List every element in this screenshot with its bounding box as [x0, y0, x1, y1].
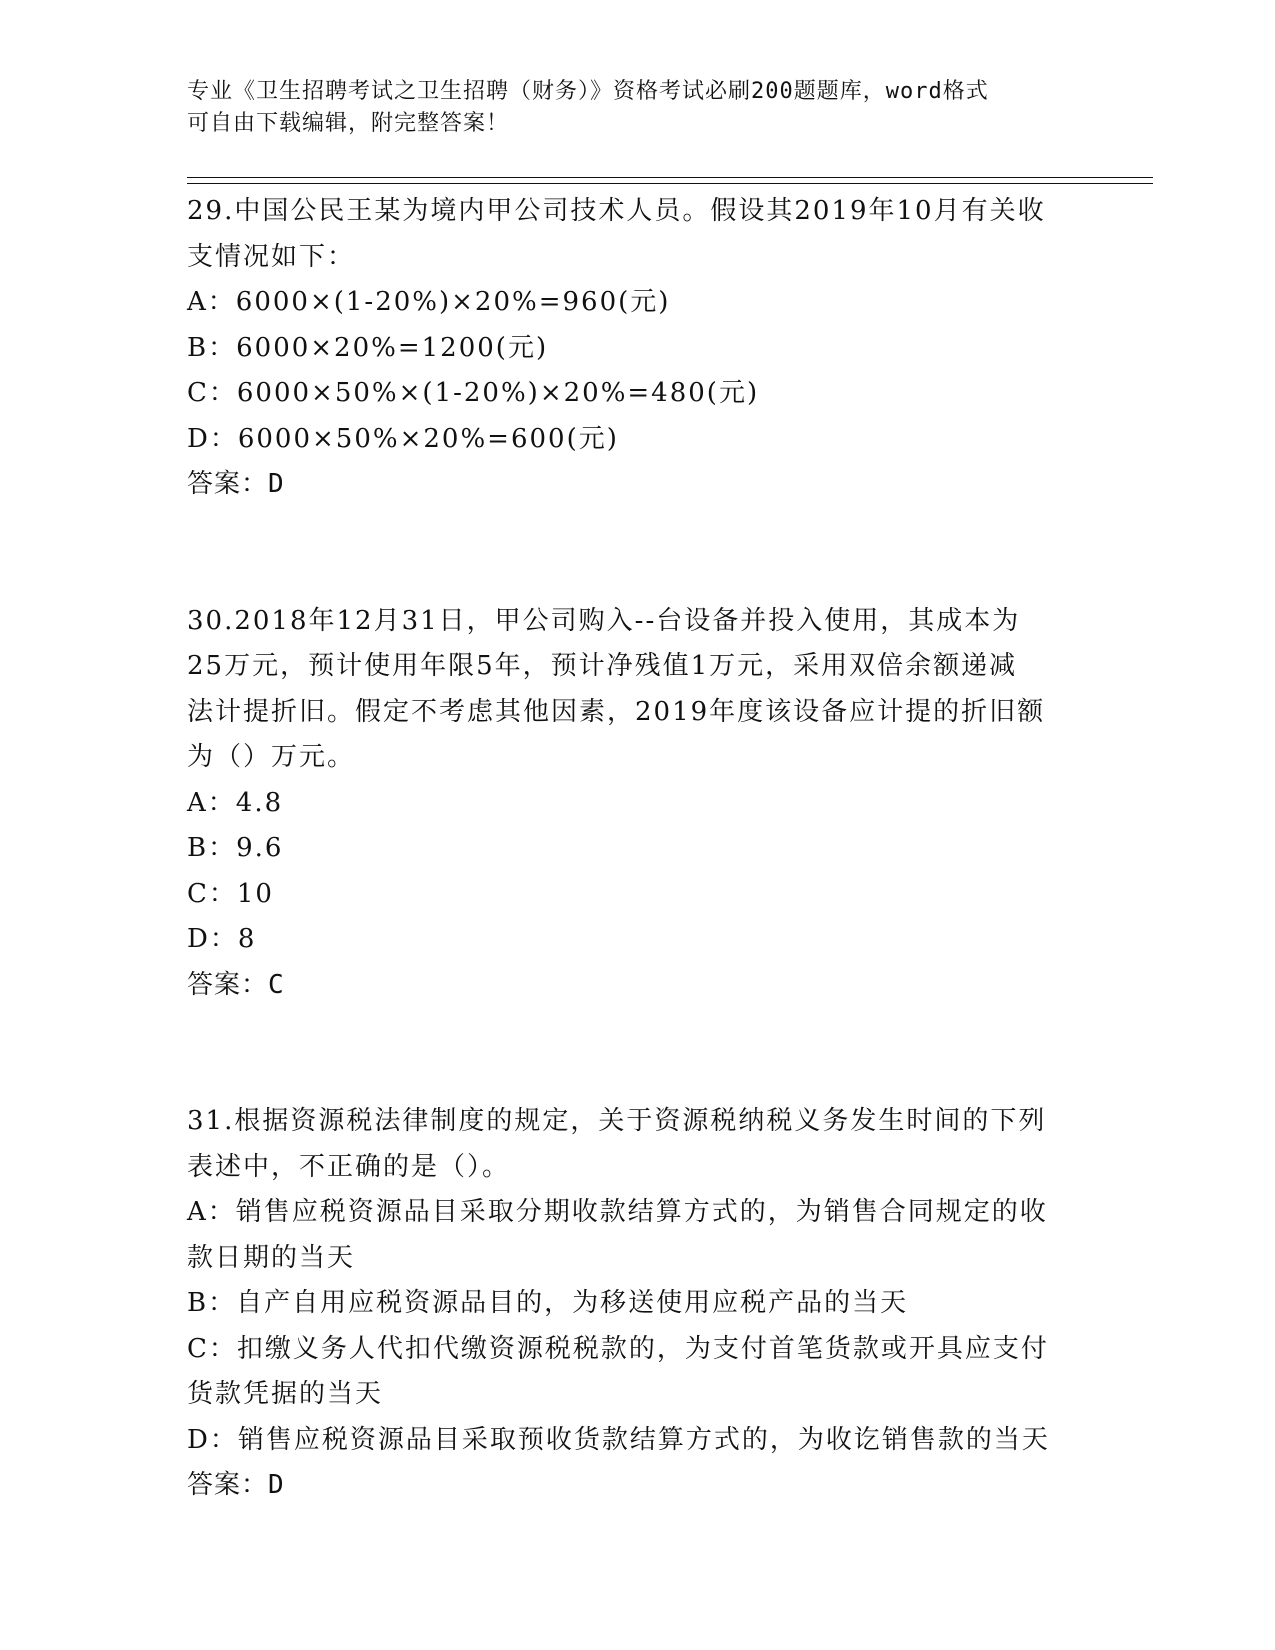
header-rule-bottom	[187, 183, 1153, 184]
question-spacer	[187, 553, 1087, 599]
answer-line: 答案：D	[187, 469, 285, 499]
option-c: C：10	[187, 878, 274, 909]
question-stem-line: 支情况如下：	[187, 241, 356, 272]
header-rule-top	[187, 177, 1153, 178]
question-stem-line: 表述中，不正确的是（）。	[187, 1151, 511, 1182]
option-d: D：销售应税资源品目采取预收货款结算方式的，为收讫销售款的当天	[187, 1424, 1050, 1455]
question-stem-line: 31.根据资源税法律制度的规定，关于资源税纳税义务发生时间的下列	[187, 1106, 1047, 1136]
option-c-continued: 货款凭据的当天	[187, 1379, 384, 1409]
option-c: C：6000×50%×(1-20%)×20%=480(元)	[187, 378, 760, 408]
question-stem-line: 法计提折旧。假定不考虑其他因素，2019年度该设备应计提的折旧额	[187, 696, 1046, 727]
option-a: A：销售应税资源品目采取分期收款结算方式的，为销售合同规定的收	[187, 1197, 1048, 1227]
option-d: D：6000×50%×20%=600(元)	[187, 423, 619, 454]
option-c: C：扣缴义务人代扣代缴资源税税款的，为支付首笔货款或开具应支付	[187, 1333, 1049, 1364]
answer-line: 答案：C	[187, 969, 285, 1000]
question-stem-line: 29.中国公民王某为境内甲公司技术人员。假设其2019年10月有关收	[187, 196, 1046, 226]
option-a: A：4.8	[187, 787, 284, 818]
header-title-line-1: 专业《卫生招聘考试之卫生招聘（财务）》资格考试必刷200题题库，word格式	[187, 79, 989, 104]
option-b: B：自产自用应税资源品目的，为移送使用应税产品的当天	[187, 1288, 909, 1318]
header-title-line-2: 可自由下载编辑，附完整答案！	[187, 111, 510, 136]
option-d: D：8	[187, 924, 257, 954]
question-spacer	[187, 1008, 1087, 1054]
option-b: B：9.6	[187, 833, 284, 863]
question-spacer	[187, 1054, 1087, 1100]
question-spacer	[187, 508, 1087, 554]
option-a: A：6000×(1-20%)×20%=960(元)	[187, 287, 671, 317]
question-stem-line: 为（）万元。	[187, 742, 356, 772]
option-a-continued: 款日期的当天	[187, 1242, 356, 1273]
question-stem-line: 25万元，预计使用年限5年，预计净残值1万元，采用双倍余额递减	[187, 651, 1018, 681]
question-30	[187, 599, 1087, 1009]
question-29	[187, 189, 1087, 508]
option-b: B：6000×20%=1200(元)	[187, 332, 549, 363]
document-header	[187, 76, 1067, 140]
question-stem-line: 30.2018年12月31日，甲公司购入--台设备并投入使用，其成本为	[187, 605, 1021, 636]
answer-line: 答案：D	[187, 1470, 285, 1500]
question-31	[187, 1099, 1087, 1509]
question-list	[187, 189, 1087, 1509]
